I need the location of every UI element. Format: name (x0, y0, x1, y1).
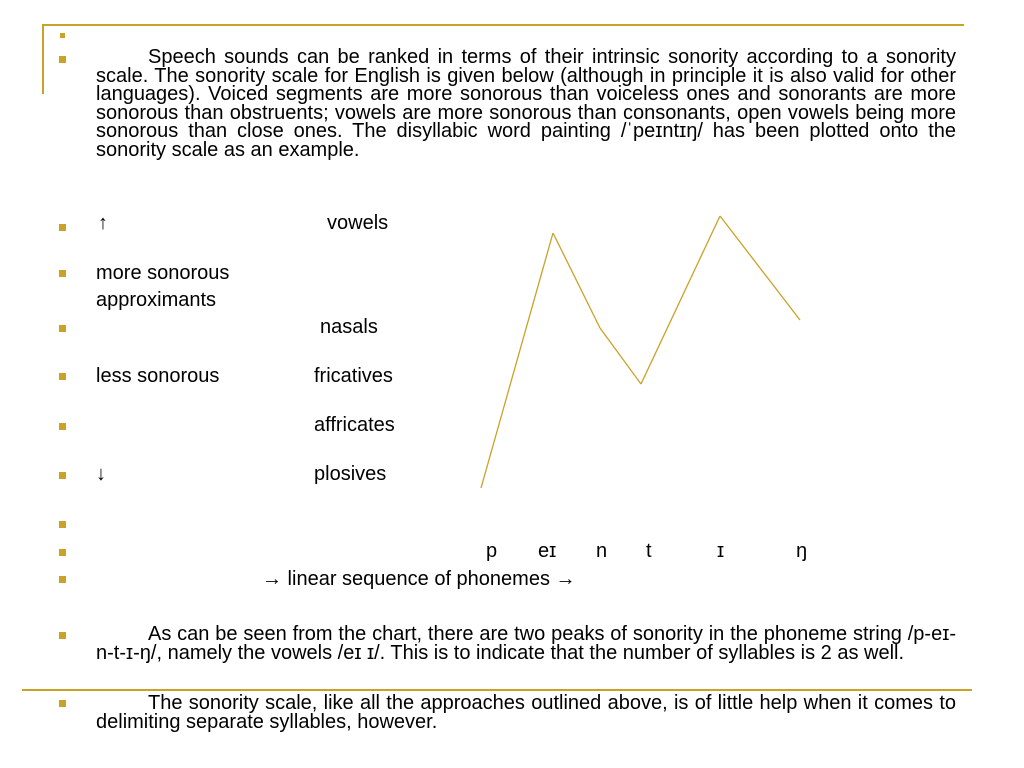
phoneme-label: t (646, 540, 652, 562)
level-nasals: nasals (320, 316, 378, 338)
level-vowels: vowels (327, 212, 389, 234)
arrow-down-label: ↓ (96, 463, 106, 485)
sonority-line-segment (720, 216, 800, 320)
phoneme-label: n (596, 540, 608, 562)
level-approximants: approximants (96, 289, 217, 311)
level-plosives: plosives (314, 463, 387, 485)
peaks-text: As can be seen from the chart, there are two peaks of sonority in the phoneme string /p-eɪ-n-t-ɪ-ŋ/, namely the vowels /eɪ ɪ/. This is to indicate that the number of syllables is 2 as well. (96, 623, 956, 664)
sonority-line-segment (553, 233, 600, 328)
closing-text: The sonority scale, like all the approaches outlined above, is of little help when it comes to delimiting separate syllables, however. (96, 692, 956, 733)
arrow-up-label: ↑ (98, 212, 108, 234)
phoneme-label: p (486, 540, 498, 562)
phoneme-label: ŋ (796, 540, 808, 562)
less-sonorous-label: less sonorous (96, 365, 220, 387)
sonority-line-segment (600, 328, 641, 384)
level-fricatives: fricatives (314, 365, 393, 387)
sonority-line-segment (481, 233, 553, 488)
x-axis-label: → linear sequence of phonemes → (262, 568, 576, 590)
more-sonorous-label: more sonorous (96, 262, 230, 284)
phoneme-label: eɪ (538, 540, 557, 562)
sonority-line-segment (641, 216, 720, 384)
intro-text: Speech sounds can be ranked in terms of their intrinsic sonority according to a sonority scale. The sonority scale for English is given below (although in principle it is also valid for other languages). Voiced segments are more sonorous than voiceless ones and sonorants are more sonorous than obstruents; vowels are more sonorous than consonants, open vowels being more sonorous than close ones. The disyllabic word painting /ˈpeɪntɪŋ/ has been plotted onto the sonority scale as an example. (96, 46, 956, 161)
level-affricates: affricates (314, 414, 395, 436)
phoneme-label: ɪ (717, 540, 725, 562)
